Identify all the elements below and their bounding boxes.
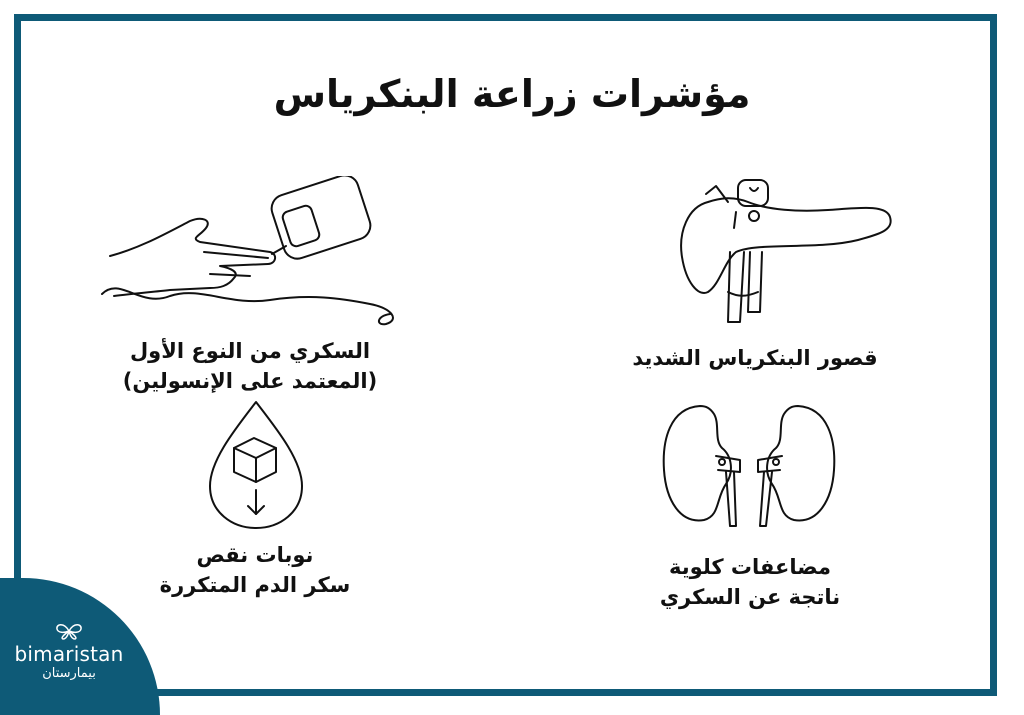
pancreas-icon — [668, 172, 904, 332]
item-caption-type1-diabetes: السكري من النوع الأول (المعتمد على الإنسولين) — [122, 339, 378, 393]
item-caption-pancreatic-insufficiency: قصور البنكرياس الشديد — [632, 346, 878, 370]
kidneys-icon — [660, 400, 838, 534]
page-title: مؤشرات زراعة البنكرياس — [273, 72, 751, 116]
item-caption-kidney-complications: مضاعفات كلوية ناتجة عن السكري — [659, 555, 841, 609]
glucose-meter-hand-icon — [100, 176, 404, 330]
brand-logo[interactable] — [14, 622, 124, 681]
brand-name-latin: bimaristan — [14, 642, 124, 666]
butterfly-icon — [54, 622, 84, 640]
item-caption-recurrent-hypoglycemia: نوبات نقص سكر الدم المتكررة — [159, 543, 351, 597]
sugar-drop-icon — [204, 398, 308, 532]
brand-name-arabic: بيمارستان — [42, 666, 96, 681]
